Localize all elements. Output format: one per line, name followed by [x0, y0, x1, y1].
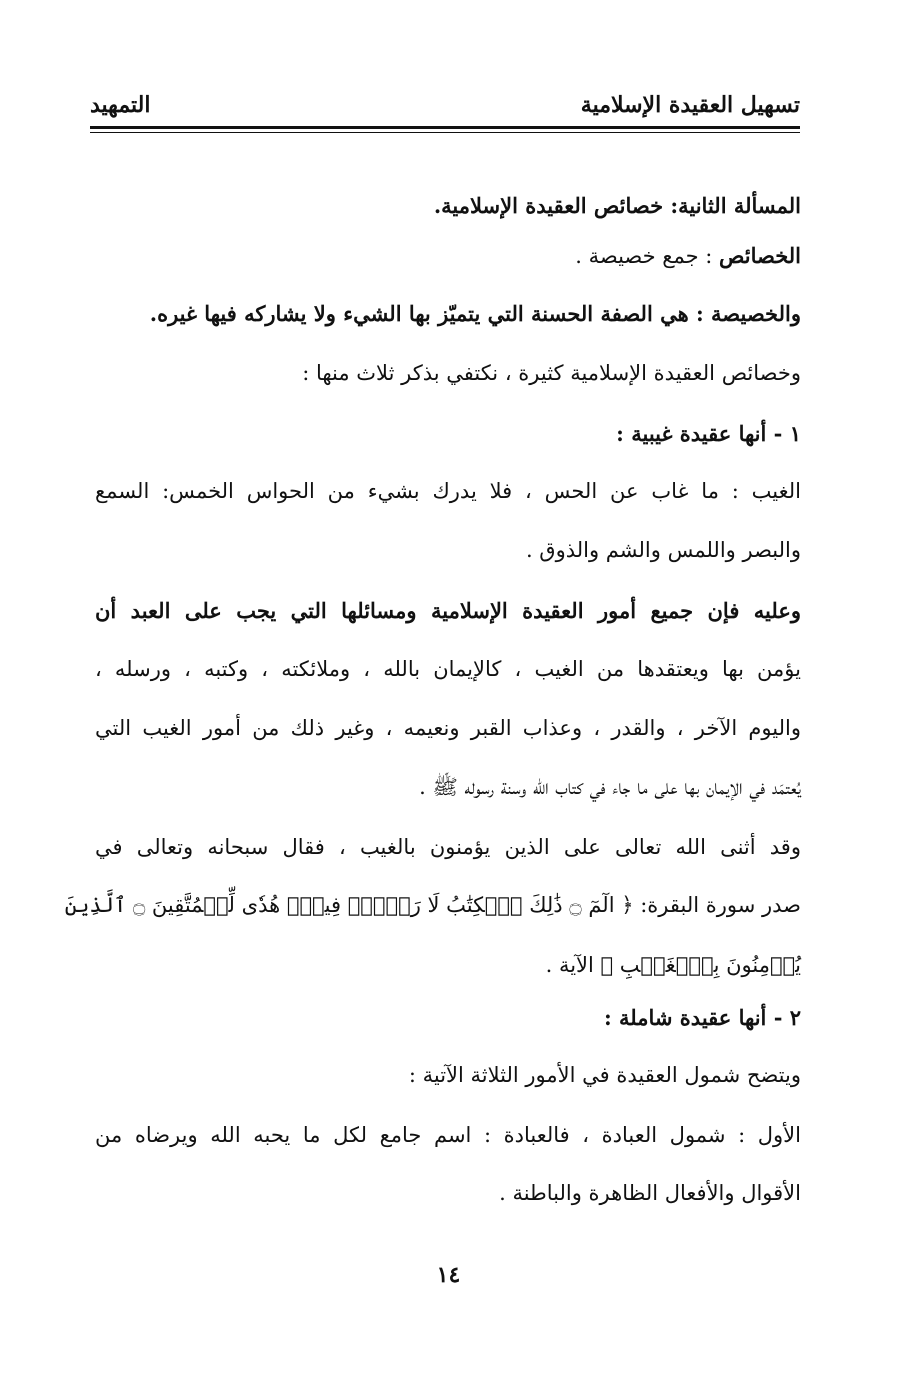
text-line: الأقوال والأفعال الظاهرة والباطنة . [499, 1181, 801, 1205]
running-header [90, 78, 800, 118]
chapter-title: التمهيد [90, 92, 151, 118]
text-line: وقد أثنى الله تعالى على الذين يؤمنون بالغيب ، فقال سبحانه وتعالى في [95, 835, 801, 859]
page-number: ١٤ [436, 1262, 461, 1288]
definition-line [575, 245, 801, 267]
subheading-1: ١ - أنها عقيدة غيبية : [616, 421, 801, 446]
quran-verse-line: صدر سورة البقرة: ﴿ الٓمٓ ۝ ذَٰلِكَ ٱلۡكِتَٰبُ لَا رَيۡبَۛ فِيهِۛ هُدٗى لِّلۡمُتَّقِينَ ۝ ٱلَّذِينَ [64, 893, 801, 917]
text-line: الأول : شمول العبادة ، فالعبادة : اسم جامع لكل ما يحبه الله ويرضاه من [95, 1123, 801, 1147]
text-line: واليوم الآخر ، والقدر ، وعذاب القبر ونعيمه ، وغير ذلك من أمور الغيب التي [95, 716, 801, 740]
text-line: والخصيصة : هي الصفة الحسنة التي يتميّز بها الشيء ولا يشاركه فيها غيره. [149, 301, 801, 326]
definition-text: : جمع خصيصة . [575, 244, 720, 268]
header-rule-thin [90, 132, 800, 133]
quran-verse-line: يُؤۡمِنُونَ بِٱلۡغَيۡبِ ﴾ الآية . [545, 953, 801, 977]
text-line: ويتضح شمول العقيدة في الأمور الثلاثة الآتية : [408, 1063, 801, 1087]
text-line: يؤمن بها ويعتقدها من الغيب ، كالإيمان بالله ، وملائكته ، وكتبه ، ورسله ، [95, 657, 801, 681]
text-line: الغيب : ما غاب عن الحس ، فلا يدرك بشيء من الحواس الخمس: السمع [95, 479, 801, 503]
text-line: والبصر واللمس والشم والذوق . [525, 538, 801, 562]
text-line: وعليه فإن جميع أمور العقيدة الإسلامية ومسائلها التي يجب على العبد أن [95, 598, 801, 623]
term-label: الخصائص [719, 243, 801, 268]
text-line: وخصائص العقيدة الإسلامية كثيرة ، نكتفي بذكر ثلاث منها : [302, 361, 801, 385]
header-rule-thick [90, 126, 800, 129]
subheading-2: ٢ - أنها عقيدة شاملة : [603, 1005, 801, 1030]
book-title: تسهيل العقيدة الإسلامية [580, 92, 800, 118]
section-heading: المسألة الثانية: خصائص العقيدة الإسلامية. [433, 193, 801, 218]
text-line: يُعتمَد في الإيمان بها على ما جاء في كتاب الله وسنة رسوله ﷺ . [419, 775, 801, 799]
